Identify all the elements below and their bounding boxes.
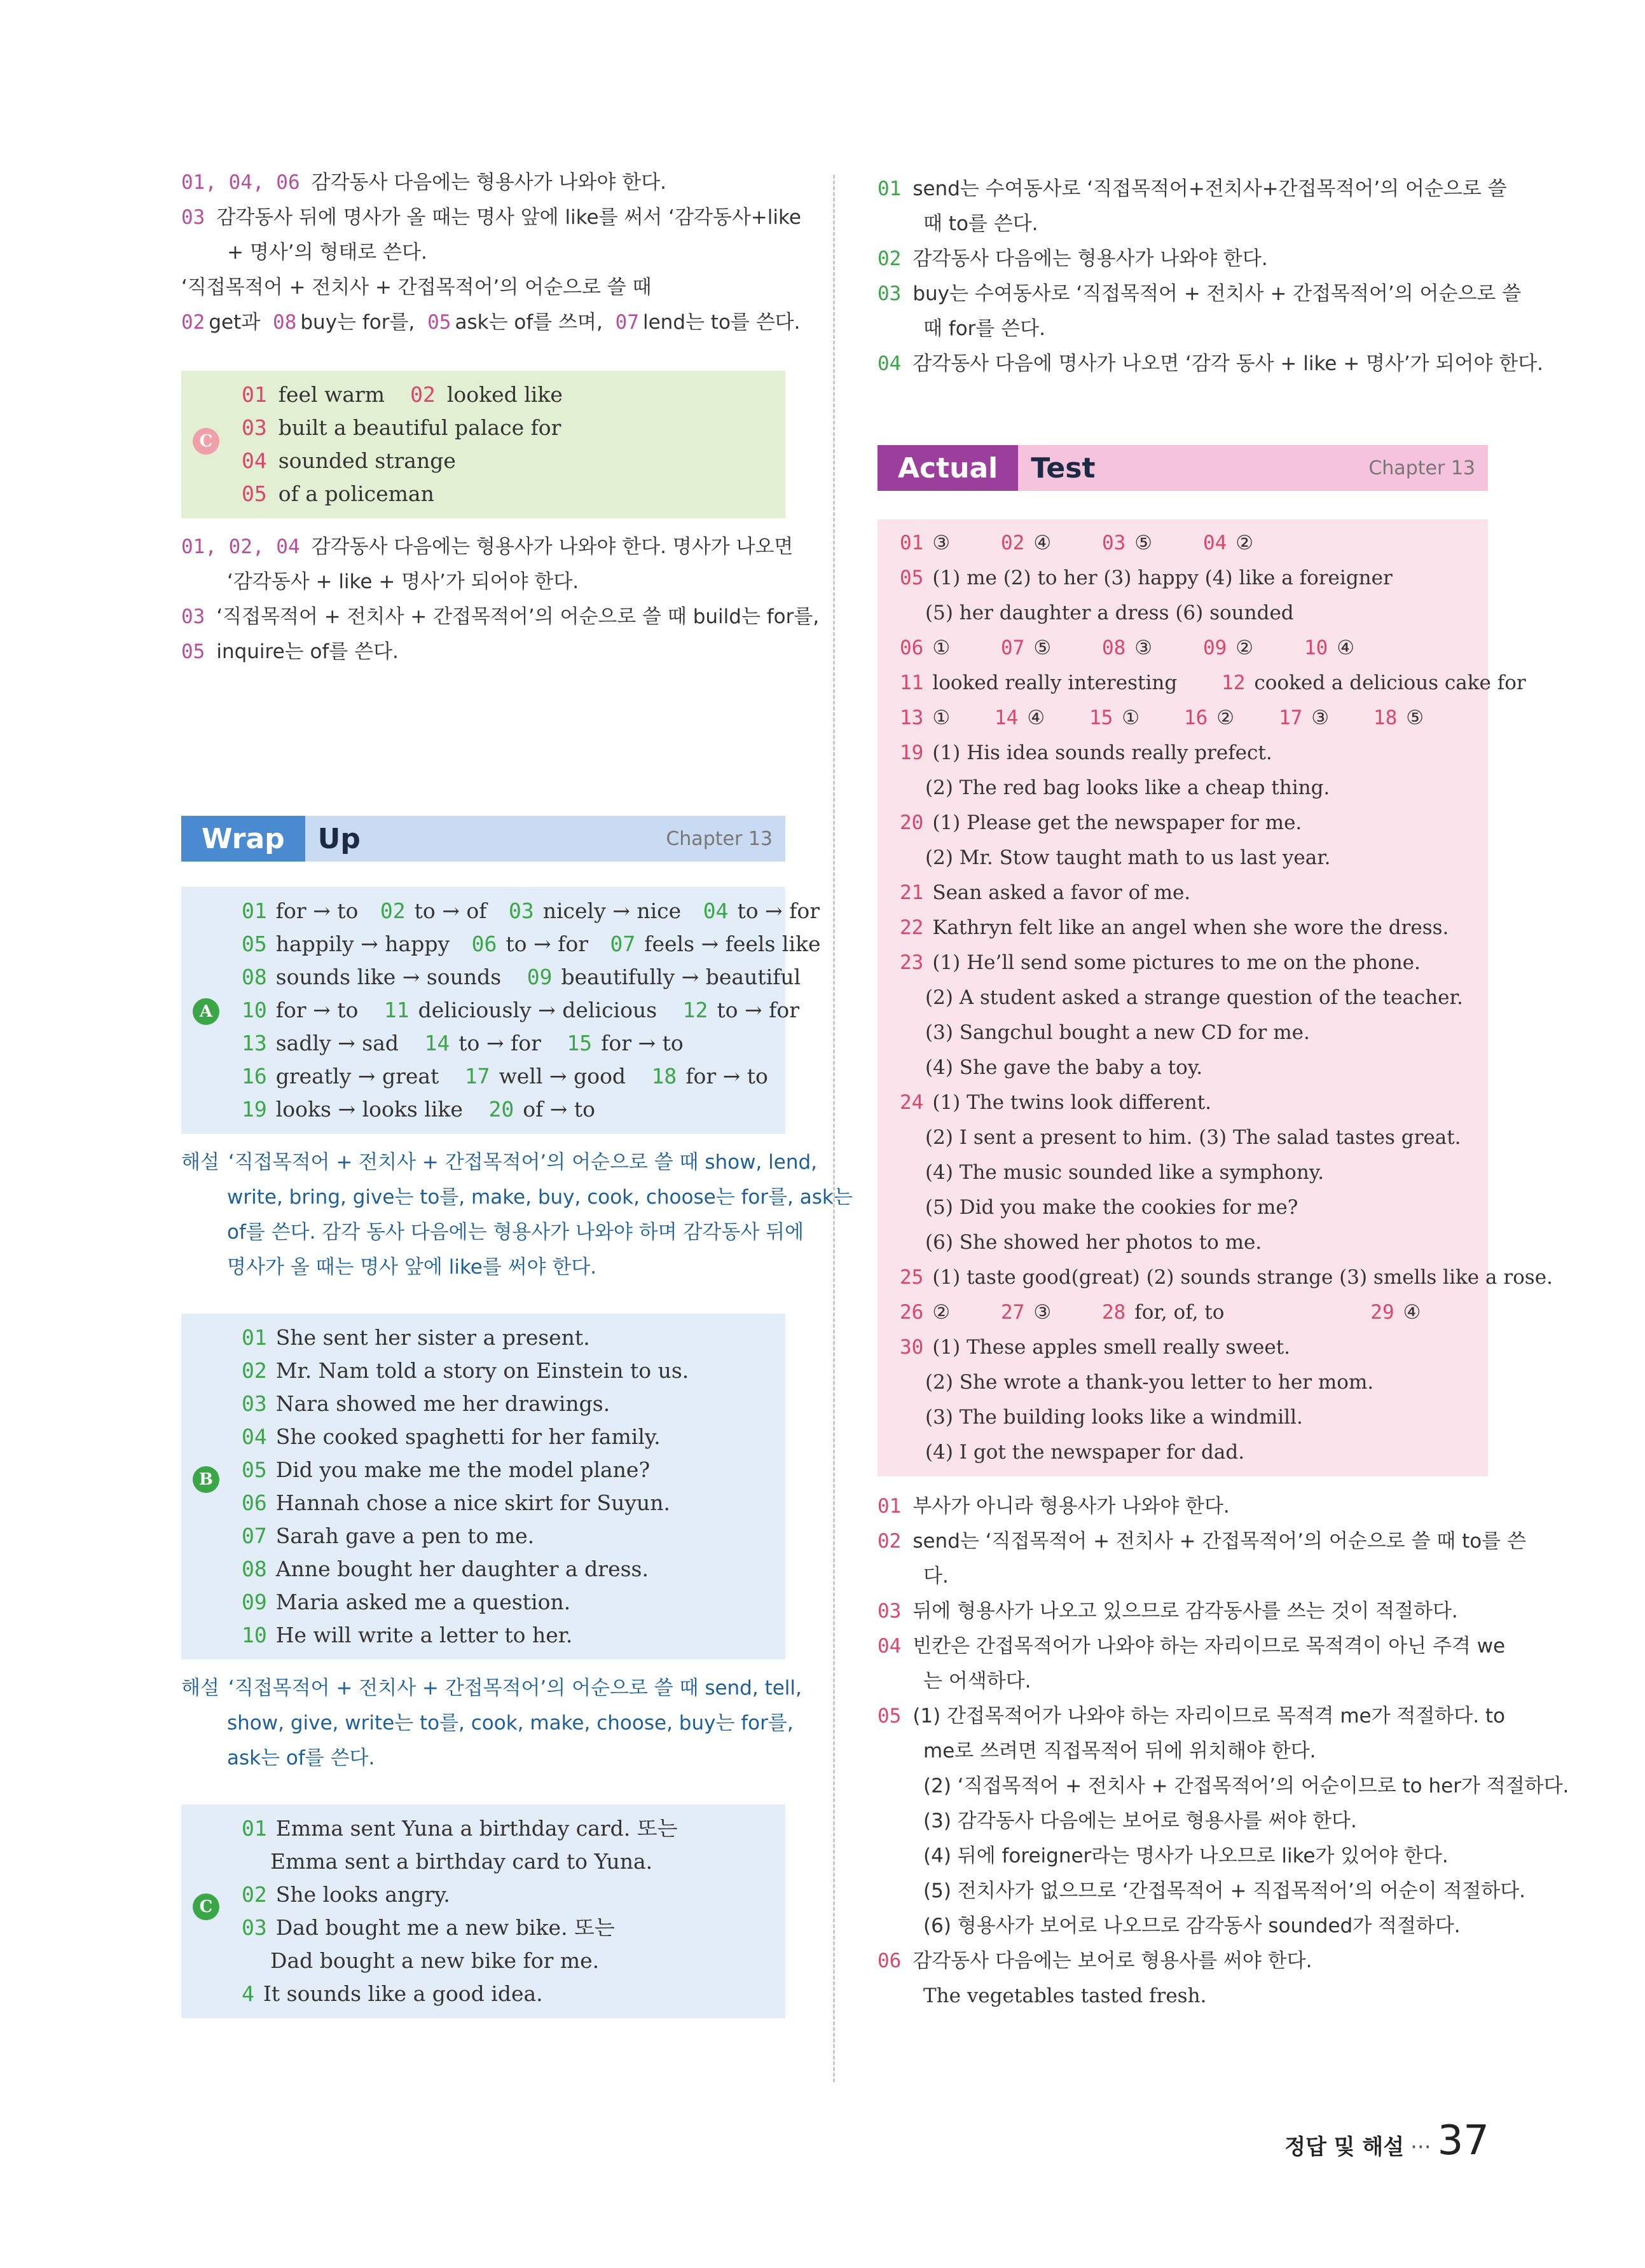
answer-box-a: A 01 for → to 02 to → of 03 nicely → nice 04 to → for 05 happily → happy 06 to → for 07 feels → feels like 08 sounds like → sounds 09 beautifully → beautiful 10 for → to 11 deliciously → delicious 12 to → for 13 sadly → sad 14 to → for 15 for → to 16 greatly → great 17 well → good 18 for → to 19 looks → looks like 20 of → to xyxy=(181,887,785,1134)
actual-test-answers: 01 ③ 02 ④ 03 ⑤ 04 ② 05 (1) me (2) to her (3) happy (4) like a foreigner (5) her daughter a dress (6) sounded 06 ① 07 ⑤ 08 ③ 09 ② 10 ④ 11 looked really interesting 12 cooked a delicious cake for 13 ① 14 ④ 15 ① 16 ② 17 ③ 18 ⑤ 19 (1) His idea sounds really prefect. (2) The red bag looks like a cheap thing. 20 (1) Please get the newspaper for me. (2) Mr. Stow taught math to us last year. 21 Sean asked a favor of me. 22 Kathryn felt like an angel when she wore the dress. 23 (1) He’ll send some pictures to me on the phone. (2) A student asked a strange question of the teacher. (3) Sangchul bought a new CD for me. (4) She gave the baby a toy. 24 (1) The twins look different. (2) I sent a present to him. (3) The salad tastes great. (4) The music sounded like a symphony. (5) Did you make the cookies for me? (6) She showed her photos to me. 25 (1) taste good(great) (2) sounds strange (3) smells like a rose. 26 ② 27 ③ 28 for, of, to 29 ④ 30 (1) These apples smell really sweet. (2) She wrote a thank-you letter to her mom. (3) The building looks like a windmill. (4) I got the newspaper for dad. xyxy=(878,519,1488,1476)
badge-a-icon: A xyxy=(193,998,219,1025)
intro-explanation: 01, 04, 06 감각동사 다음에는 형용사가 나와야 한다. 03 감각동사 뒤에 명사가 올 때는 명사 앞에 like를 써서 ‘감각동사+like + 명사’의 형태로 쓴다. ‘직접목적어 + 전치사 + 간접목적어’의 어순으로 쓸 때 02 get과 08 buy는 for를, 05 ask는 of를 쓰며, 07 lend는 to를 쓴다. xyxy=(181,171,801,334)
footer-section-label: 정답 및 해설 xyxy=(1284,2134,1405,2160)
left-column xyxy=(181,159,853,2018)
column-divider xyxy=(833,175,835,2082)
explanation-a: 해설 ‘직접목적어 + 전치사 + 간접목적어’의 어순으로 쓸 때 show, lend, write, bring, give는 to를, make, buy, cook, choose는 for를, ask는 of를 쓴다. 감각 동사 다음에는 형용사가 나와야 하며 감각동사 뒤에 명사가 올 때는 명사 앞에 like를 써야 한다. xyxy=(181,1151,853,1279)
explanation-c1: 01, 02, 04 감각동사 다음에는 형용사가 나와야 한다. 명사가 나오면 ‘감각동사 + like + 명사’가 되어야 한다. 03 ‘직접목적어 + 전치사 + 간접목적어’의 어순으로 쓸 때 build는 for를, 05 inquire는 of를 쓴다. xyxy=(181,535,820,663)
explanation-b: 해설 ‘직접목적어 + 전치사 + 간접목적어’의 어순으로 쓸 때 send, tell, show, give, write는 to를, cook, make, choose, buy는 for를, ask는 of를 쓴다. xyxy=(181,1677,802,1770)
badge-c2-icon: C xyxy=(193,1893,219,1920)
actual-test-explanation: 01 부사가 아니라 형용사가 나와야 한다. 02 send는 ‘직접목적어 + 전치사 + 간접목적어’의 어순으로 쓸 때 to를 쓴 다. 03 뒤에 형용사가 나오고 있으므로 감각동사를 쓰는 것이 적절하다. 04 빈칸은 간접목적어가 나와야 하는 자리이므로 목적격이 아닌 주격 we 는 어색하다. 05 (1) 간접목적어가 나와야 하는 자리이므로 목적격 me가 적절하다. to me로 쓰려면 직접목적어 뒤에 위치해야 한다. (2) ‘직접목적어 + 전치사 + 간접목적어’의 어순이므로 to her가 적절하다. (3) 감각동사 다음에는 보어로 형용사를 써야 한다. (4) 뒤에 foreigner라는 명사가 나오므로 like가 있어야 한다. (5) 전치사가 없으므로 ‘간접목적어 + 직접목적어’의 어순이 적절하다. (6) 형용사가 보어로 나오므로 감각동사 sounded가 적절하다. 06 감각동사 다음에는 보어로 형용사를 써야 한다. The vegetables tasted fresh. xyxy=(878,1495,1569,2007)
right-top-explanation: 01 send는 수여동사로 ‘직접목적어+전치사+간접목적어’의 어순으로 쓸 때 to를 쓴다. 02 감각동사 다음에는 형용사가 나와야 한다. 03 buy는 수여동사로 ‘직접목적어 + 전치사 + 간접목적어’의 어순으로 쓸 때 for를 쓴다. 04 감각동사 다음에 명사가 나오면 ‘감각 동사 + like + 명사’가 되어야 한다. xyxy=(878,177,1544,375)
actual-test-header: Actual Test Chapter 13 xyxy=(878,445,1488,491)
answer-box-c2: C 01 Emma sent Yuna a birthday card. 또는 Emma sent a birthday card to Yuna. 02 She looks angry. 03 Dad bought me a new bike. 또는 Dad bought a new bike for me. 4 It sounds like a good idea. xyxy=(181,1804,785,2018)
answer-box-b: B 01 She sent her sister a present. 02 Mr. Nam told a story on Einstein to us. 03 Nara showed me her drawings. 04 She cooked spaghetti for her family. 05 Did you make me the model plane? 06 Hannah chose a nice skirt for Suyun. 07 Sarah gave a pen to me. 08 Anne bought her daughter a dress. 09 Maria asked me a question. 10 He will write a letter to her. xyxy=(181,1314,785,1660)
footer-dots: ··· xyxy=(1410,2134,1431,2160)
wrap-up-header: Wrap Up Chapter 13 xyxy=(181,816,785,862)
badge-b-icon: B xyxy=(193,1466,219,1493)
page-footer xyxy=(1284,2117,1489,2164)
page-number: 37 xyxy=(1437,2117,1489,2164)
answer-box-c1: C 01 feel warm 02 looked like 03 built a beautiful palace for 04 sounded strange 05 of a policeman xyxy=(181,371,785,518)
right-column xyxy=(878,159,1569,2014)
badge-c-icon: C xyxy=(193,428,219,455)
